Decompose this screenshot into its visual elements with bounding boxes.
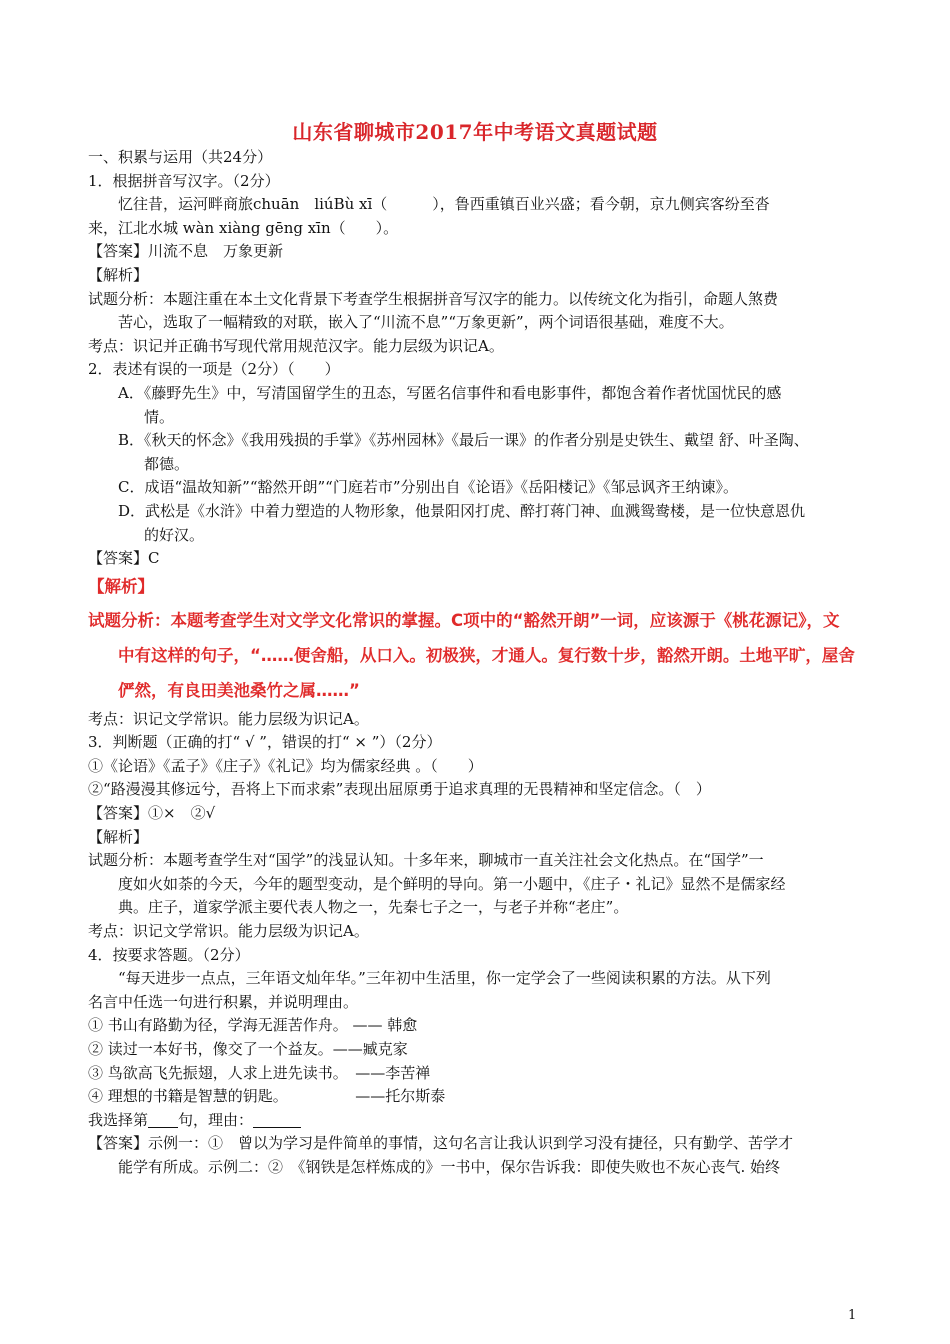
question-3-answer: 【答案】①× ②√ [88, 804, 216, 823]
question-2-analysis-cont: 中有这样的句子，“……便舍船，从口入。初极狭，才通人。复行数十步，豁然开朗。土地平旷，屋舍 [118, 645, 855, 665]
question-3-analysis: 试题分析：本题考查学生对“国学”的浅显认知。十多年来，聊城市一直关注社会文化热点。在“国学”一 [88, 851, 764, 870]
question-1-analysis: 试题分析：本题注重在本土文化背景下考查学生根据拼音写汉字的能力。以传统文化为指引，命题人煞费 [88, 289, 779, 308]
question-4-stem: 4．按要求答题。（2分） [88, 945, 250, 964]
question-2-answer: 【答案】C [88, 549, 160, 568]
question-1-stem: 1．根据拼音写汉字。（2分） [88, 171, 280, 190]
quote-3: ③ 鸟欲高飞先振翅，人求上进先读书。 ——李苦禅 [88, 1063, 431, 1082]
quote-4: ④ 理想的书籍是智慧的钥匙。 ——托尔斯泰 [88, 1087, 446, 1106]
question-1-point: 考点：识记并正确书写现代常用规范汉字。能力层级为识记A。 [88, 336, 504, 355]
choice-mid: 句，理由： [178, 1110, 254, 1129]
option-a-cont: 情。 [144, 407, 175, 426]
question-3-analysis-cont: 度如火如荼的今天，今年的题型变动，是个鲜明的导向。第一小题中，《庄子・礼记》显然不是儒家经 [118, 874, 786, 893]
option-b-cont: 都德。 [144, 454, 190, 473]
question-1-text-cont: 来，江北水城 wàn xiàng gēng xīn（ ）。 [88, 218, 399, 237]
option-a: A．《藤野先生》中，写清国留学生的丑态，写匿名信事件和看电影事件，都饱含着作者忧国忧民的感 [118, 383, 782, 402]
option-b: B．《秋天的怀念》《我用残损的手掌》《苏州园林》《最后一课》的作者分别是史铁生、戴望 舒、叶圣陶、 [118, 431, 809, 450]
choice-blank[interactable] [148, 1111, 178, 1128]
page-title: 山东省聊城市2017年中考语文真题试题 [292, 120, 658, 144]
question-4-answer: 【答案】示例一：① 曾以为学习是件简单的事情，这句名言让我认识到学习没有捷径，只有勤学、苦学才 [88, 1134, 794, 1153]
section-heading: 一、积累与运用（共24分） [88, 148, 273, 166]
option-d: D．武松是《水浒》中着力塑造的人物形象，他景阳冈打虎、醉打蒋门神、血溅鸳鸯楼，是一位快意恩仇 [118, 501, 806, 520]
question-1-analysis-label: 【解析】 [88, 265, 149, 284]
question-2-analysis-label: 【解析】 [88, 576, 154, 596]
option-c: C．成语“温故知新”“豁然开朗”“门庭若市”分别出自《论语》《岳阳楼记》《邹忌讽齐王纳谏》。 [118, 478, 738, 497]
question-1-answer: 【答案】川流不息 万象更新 [88, 242, 284, 261]
question-3-item-1: ①《论语》《孟子》《庄子》《礼记》均为儒家经典 。（ ） [88, 756, 483, 775]
question-3-analysis-label: 【解析】 [88, 827, 149, 846]
question-4-intro: “每天进步一点点，三年语文灿年华。”三年初中生活里，你一定学会了一些阅读积累的方法。从下列 [118, 969, 771, 988]
quote-2: ② 读过一本好书，像交了一个益友。——臧克家 [88, 1040, 408, 1058]
option-d-cont: 的好汉。 [144, 525, 205, 544]
choice-prefix: 我选择第 [88, 1110, 149, 1129]
page-number: 1 [848, 1308, 857, 1323]
question-3-point: 考点：识记文学常识。能力层级为识记A。 [88, 922, 369, 941]
question-3-stem: 3．判断题（正确的打“ √ ”，错误的打“ × ”）（2分） [88, 733, 442, 752]
document-body [88, 146, 878, 1180]
question-1-analysis-cont: 苦心，选取了一幅精致的对联，嵌入了“川流不息”“万象更新”，两个词语很基础，难度不大。 [118, 313, 734, 332]
question-4-answer-cont: 能学有所成。示例二：② 《钢铁是怎样炼成的》一书中，保尔告诉我：即使失败也不灰心丧气. 始终 [118, 1157, 781, 1176]
question-2-stem: 2．表述有误的一项是（2分）（ ） [88, 360, 340, 379]
question-4-intro-cont: 名言中任选一句进行积累，并说明理由。 [88, 992, 359, 1011]
reason-blank[interactable] [253, 1111, 301, 1128]
quote-1: ① 书山有路勤为径，学海无涯苦作舟。 —— 韩愈 [88, 1016, 418, 1035]
question-2-analysis-cont2: 俨然，有良田美池桑竹之属……” [118, 680, 360, 700]
choice-line [88, 1109, 878, 1133]
question-3-item-2: ②“路漫漫其修远兮，吾将上下而求索”表现出屈原勇于追求真理的无畏精神和坚定信念。（ ） [88, 780, 711, 799]
question-2-analysis: 试题分析：本题考查学生对文学文化常识的掌握。C项中的“豁然开朗”一词，应该源于《桃花源记》，文 [88, 610, 840, 630]
question-1-text: 忆往昔，运河畔商旅chuān liúBù xī（ ），鲁西重镇百业兴盛；看今朝，京九侧宾客纷至沓 [118, 195, 770, 214]
question-2-point: 考点：识记文学常识。能力层级为识记A。 [88, 709, 369, 728]
question-3-analysis-cont2: 典。庄子，道家学派主要代表人物之一，先秦七子之一，与老子并称“老庄”。 [118, 898, 629, 917]
